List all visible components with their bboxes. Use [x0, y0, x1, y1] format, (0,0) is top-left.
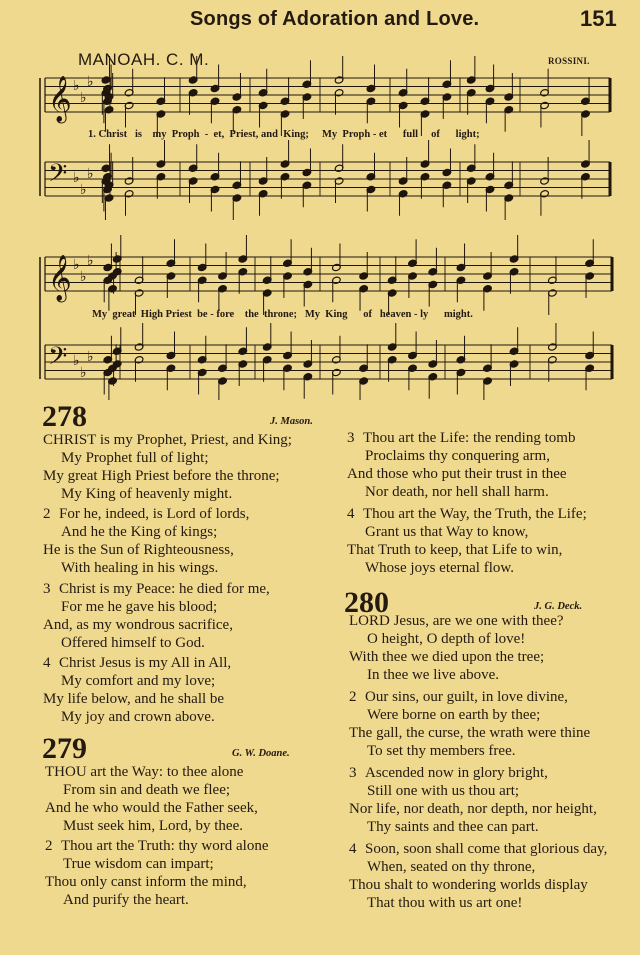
- verse-line: Nor death, nor hell shall harm.: [365, 484, 549, 500]
- lyric-line-2: My great High Priest be - fore the throne; My King of heaven - ly might.: [92, 309, 473, 320]
- verse-line: Our sins, our guilt, in love divine,: [365, 689, 568, 705]
- svg-text:♭: ♭: [87, 166, 94, 182]
- svg-text:♭: ♭: [80, 365, 87, 381]
- verse-line: Thou only canst inform the mind,: [45, 874, 247, 890]
- verse-line: Whose joys eternal flow.: [365, 560, 514, 576]
- svg-text:♭: ♭: [80, 182, 87, 198]
- lyric-line-1: 1. Christ is my Proph - et, Priest, and King; My Proph - et full of light;: [88, 129, 480, 140]
- hymn-number-280: 280: [344, 586, 389, 619]
- verse-line: Thou shalt to wondering worlds display: [349, 877, 588, 893]
- verse-line: The gall, the curse, the wrath were thine: [349, 725, 591, 741]
- svg-text:♭: ♭: [80, 90, 87, 106]
- verse-line: Soon, soon shall come that glorious day,: [365, 841, 608, 857]
- verse-line: THOU art the Way: to thee alone: [45, 764, 244, 780]
- verse-line: Thy saints and thee can part.: [367, 819, 539, 835]
- tune-composer: ROSSINI.: [548, 56, 590, 66]
- verse-line: He is the Sun of Righteousness,: [43, 542, 234, 558]
- verse-line: My Prophet full of light;: [61, 450, 209, 466]
- verse-line: When, seated on thy throne,: [367, 859, 536, 875]
- hymn-279-author: G. W. Doane.: [232, 748, 290, 759]
- verse-line: My life below, and he shall be: [43, 691, 225, 707]
- verse-line: Christ Jesus is my All in All,: [59, 655, 232, 671]
- page-number: 151: [580, 6, 617, 31]
- verse-line: For he, indeed, is Lord of lords,: [59, 506, 250, 522]
- verse-line: For me he gave his blood;: [61, 599, 218, 615]
- hymn-278-verse-4: [43, 654, 231, 726]
- verse-line: And purify the heart.: [63, 892, 189, 908]
- svg-text:♭: ♭: [73, 170, 80, 186]
- hymn-278-verse-1: [43, 431, 292, 503]
- verse-number: 2: [45, 838, 53, 854]
- verse-number: 3: [43, 581, 51, 597]
- hymn-number-279: 279: [42, 732, 87, 765]
- verse-line: Offered himself to God.: [61, 635, 205, 651]
- verse-number: 2: [349, 689, 357, 705]
- hymn-278-verse-5: [347, 429, 575, 501]
- svg-text:𝄞: 𝄞: [48, 76, 72, 122]
- verse-line: To set thy members free.: [367, 743, 516, 759]
- svg-text:𝄢: 𝄢: [48, 159, 68, 194]
- verse-line: And those who put their trust in thee: [347, 466, 567, 482]
- verse-line: O height, O depth of love!: [367, 631, 526, 647]
- tune-name: MANOAH. C. M.: [78, 50, 210, 69]
- verse-line: Were borne on earth by thee;: [367, 707, 541, 723]
- verse-number: 4: [43, 655, 51, 671]
- verse-number: 3: [347, 430, 355, 446]
- hymn-number-278: 278: [42, 400, 87, 433]
- verse-line: My joy and crown above.: [61, 709, 215, 725]
- verse-line: Grant us that Way to know,: [365, 524, 529, 540]
- svg-text:𝄢: 𝄢: [48, 342, 68, 377]
- verse-line: Thou art the Life: the rending tomb: [363, 430, 576, 446]
- svg-text:♭: ♭: [87, 253, 94, 269]
- hymn-280-verse-1: [349, 612, 564, 684]
- verse-line: Christ is my Peace: he died for me,: [59, 581, 270, 597]
- verse-line: Nor life, nor death, nor depth, nor height,: [349, 801, 597, 817]
- verse-line: And he the King of kings;: [61, 524, 218, 540]
- verse-line: Thou art the Way, the Truth, the Life;: [363, 506, 587, 522]
- verse-line: Thou art the Truth: thy word alone: [61, 838, 269, 854]
- verse-number: 4: [349, 841, 357, 857]
- music-score: [0, 0, 640, 400]
- verse-number: 3: [349, 765, 357, 781]
- verse-line: From sin and death we flee;: [63, 782, 231, 798]
- verse-line: LORD Jesus, are we one with thee?: [349, 613, 564, 629]
- verse-line: That thou with us art one!: [367, 895, 523, 911]
- svg-text:♭: ♭: [80, 269, 87, 285]
- verse-line: My comfort and my love;: [61, 673, 216, 689]
- svg-text:♭: ♭: [87, 349, 94, 365]
- verse-number: 4: [347, 506, 355, 522]
- verse-line: And he who would the Father seek,: [45, 800, 258, 816]
- verse-line: With thee we died upon the tree;: [349, 649, 545, 665]
- hymn-280-author: J. G. Deck.: [534, 601, 583, 612]
- svg-text:𝄞: 𝄞: [48, 255, 72, 301]
- verse-line: True wisdom can impart;: [63, 856, 214, 872]
- verse-line: That Truth to keep, that Life to win,: [347, 542, 563, 558]
- hymn-279-verse-2: [45, 837, 268, 909]
- verse-line: CHRIST is my Prophet, Priest, and King;: [43, 432, 292, 448]
- svg-text:♭: ♭: [73, 78, 80, 94]
- verse-line: And, as my wondrous sacrifice,: [43, 617, 233, 633]
- verse-line: With healing in his wings.: [61, 560, 219, 576]
- svg-text:♭: ♭: [73, 353, 80, 369]
- svg-text:♭: ♭: [87, 74, 94, 90]
- hymn-280-verse-2: [349, 688, 590, 760]
- hymn-278-verse-2: [43, 505, 249, 577]
- verse-line: Still one with us thou art;: [367, 783, 520, 799]
- hymn-278-verse-6: [347, 505, 587, 577]
- verse-line: Ascended now in glory bright,: [365, 765, 548, 781]
- svg-text:♭: ♭: [73, 257, 80, 273]
- verse-line: My great High Priest before the throne;: [43, 468, 280, 484]
- hymn-278-author: J. Mason.: [270, 416, 313, 427]
- hymn-279-verse-1: [45, 763, 258, 835]
- hymn-280-verse-3: [349, 764, 597, 836]
- hymn-280-verse-4: [349, 840, 607, 912]
- verse-line: Proclaims thy conquering arm,: [365, 448, 550, 464]
- hymn-278-verse-3: [43, 580, 270, 652]
- verse-line: In thee we live above.: [367, 667, 500, 683]
- verse-line: Must seek him, Lord, by thee.: [63, 818, 243, 834]
- verse-number: 2: [43, 506, 51, 522]
- verse-line: My King of heavenly might.: [61, 486, 233, 502]
- page-title: Songs of Adoration and Love.: [190, 8, 480, 30]
